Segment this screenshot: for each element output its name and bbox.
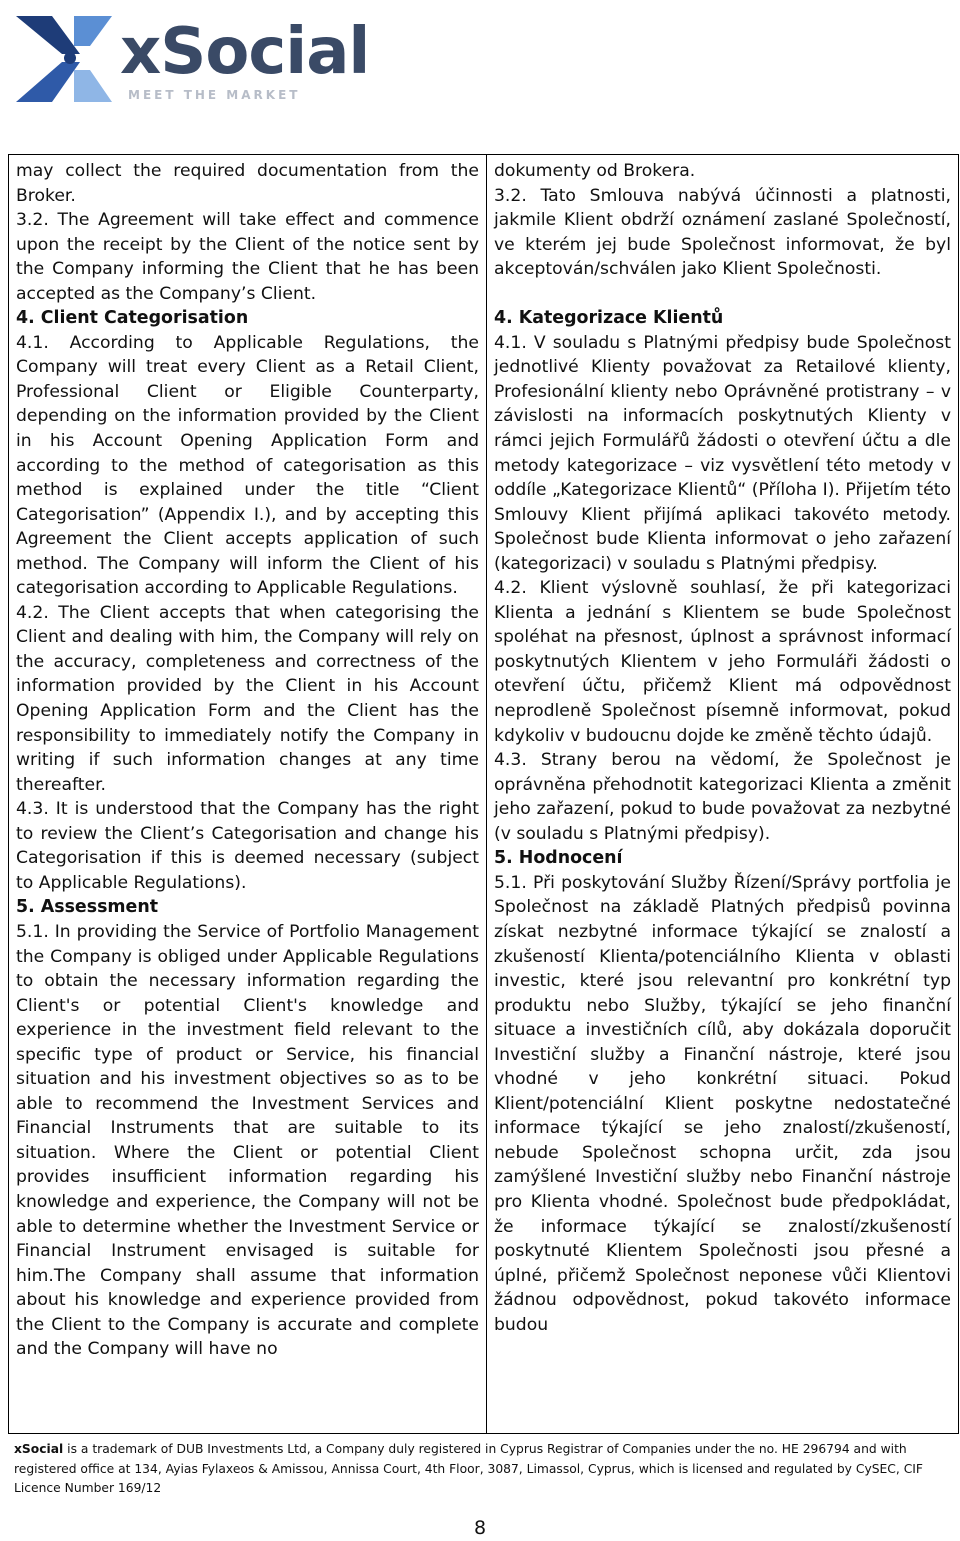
english-column [9,155,487,1433]
logo-tagline: MEET THE MARKET [128,88,301,102]
czech-column [487,155,958,1433]
footer-disclaimer [14,1440,944,1499]
logo-wordmark: xSocial [120,15,370,89]
czech-clause-5-1: 5.1. Při poskytování Služby Řízení/Správy portfolia je Společnost na základě Platných předpisů povinna získat nezbytné informace týkající se znalostí a zkušeností Klienta/potenciálního Klienta v oblasti investic, které jsou relevantní pro konkrétní typ produktu nebo Služby, týkající se jeho finanční situace a investičních cílů, aby dokázala doporučit Investiční služby a Finanční nástroje, které jsou vhodné v jeho konkrétní situaci. Pokud Klient/potenciální Klient poskytne nedostatečné informace týkající se jeho znalostí/zkušeností, nebude Společnost schopna určit, zda jsou zamýšlené Investiční služby nebo Finanční nástroje pro Klienta vhodné. Společnost bude předpokládat, že informace týkající se znalostí/zkušeností poskytnuté Klientem Společnosti jsou přesné a úplné, přičemž Společnost neponese vůči Klientovi žádnou odpovědnost, pokud takovéto informace budou [494,872,951,1335]
english-clause-4-3: 4.3. It is understood that the Company has the right to review the Client’s Categorisation and change his Categorisation if this is deemed necessary (subject to Applicable Regulations). [16,799,479,893]
bilingual-table [8,154,959,1434]
footer-brand: xSocial [14,1442,64,1456]
english-clause-4-2: 4.2. The Client accepts that when categorising the Client and dealing with him, the Company will rely on the accuracy, completeness and correctness of the information provided by the Client in his Account Opening Application Form and the Client has the responsibility to immediately notify the Company in writing if such information changes at any time thereafter. [16,602,479,795]
czech-clause-4-1: 4.1. V souladu s Platnými předpisy bude Společnost jednotlivé Klienty považovat za Retailové klienty, Profesionální klienty nebo Oprávněné protistrany – v závislosti na informacích poskytnutých Klienty v rámci jejich Formulářů žádosti o otevření účtu a dle metody kategorizace – viz vysvětlení této metody v oddíle „Kategorizace Klientů“ (Příloha I). Přijetím této Smlouvy Klient přijímá aplikaci takovéto metody. Společnost bude Klienta informovat o jeho zařazení (kategorizaci) v souladu s Platnými předpisy. [494,332,951,574]
czech-heading-5: 5. Hodnocení [494,848,623,869]
czech-clause-4-3: 4.3. Strany berou na vědomí, že Společnost je oprávněna přehodnotit kategorizaci Klienta a změnit jeho zařazení, pokud to bude považovat za nezbytné (v souladu s Platnými předpisy). [494,750,951,844]
page-number: 8 [473,1517,487,1539]
english-continuation: may collect the required documentation from the Broker. [16,161,479,206]
english-clause-5-1: 5.1. In providing the Service of Portfolio Management the Company is obliged under Applicable Regulations to obtain the necessary information regarding the Client's or potential Client's knowledge and experience in the investment field relevant to the specific type of product or Service, his financial situation and his investment objectives so as to be able to recommend the Investment Services and Financial Instruments that are suitable to its situation. Where the Client or potential Client provides insufficient information regarding his knowledge and experience, the Company will not be able to determine whether the Investment Service or Financial Instrument envisaged is suitable for him.The Company shall assume that information about his knowledge and experience provided from the Client to the Company is accurate and complete and the Company will have no [16,921,479,1360]
czech-heading-4: 4. Kategorizace Klientů [494,308,724,329]
english-heading-4: 4. Client Categorisation [16,308,249,329]
czech-continuation: dokumenty od Brokera. [494,161,696,181]
page-header [0,0,960,140]
czech-clause-3-2: 3.2. Tato Smlouva nabývá účinnosti a platnosti, jakmile Klient obdrží oznámení zaslané Společností, ve kterém jej bude Společnost informovat, že byl akceptován/schválen jako Klient Společnosti. [494,185,951,280]
xsocial-mark-icon [8,6,118,116]
xsocial-logo [8,6,370,116]
english-heading-5: 5. Assessment [16,897,159,918]
footer-text: is a trademark of DUB Investments Ltd, a Company duly registered in Cyprus Registrar of Companies under the no. HE 296794 and with registered office at 134, Ayias Fylaxeos & Amissou, Annissa Court, 4th Floor, 3087, Limassol, Cyprus, which is licensed and regulated by CySEC, CIF Licence Number 169/12 [14,1442,923,1495]
czech-clause-4-2: 4.2. Klient výslovně souhlasí, že při kategorizaci Klienta a jednání s Klientem se bude Společnost spoléhat na přesnost, úplnost a správnost informací poskytnutých Klientem v jeho Formuláři žádosti o otevření účtu, přičemž Klient má odpovědnost neprodleně Společnost písemně informovat, pokud kdykoliv v budoucnu dojde ke změně těchto údajů. [494,578,951,746]
english-clause-3-2: 3.2. The Agreement will take effect and commence upon the receipt by the Client of the notice sent by the Company informing the Client that he has been accepted as the Company’s Client. [16,210,479,304]
english-clause-4-1: 4.1. According to Applicable Regulations, the Company will treat every Client as a Retail Client, Professional Client or Eligible Counterparty, depending on the information provided by the Client in his Account Opening Application Form and according to the method of categorisation as this method is explained under the title “Client Categorisation” (Appendix I.), and by accepting this Agreement the Client accepts application of such method. The Company will inform the Client of his categorisation according to Applicable Regulations. [16,332,479,599]
